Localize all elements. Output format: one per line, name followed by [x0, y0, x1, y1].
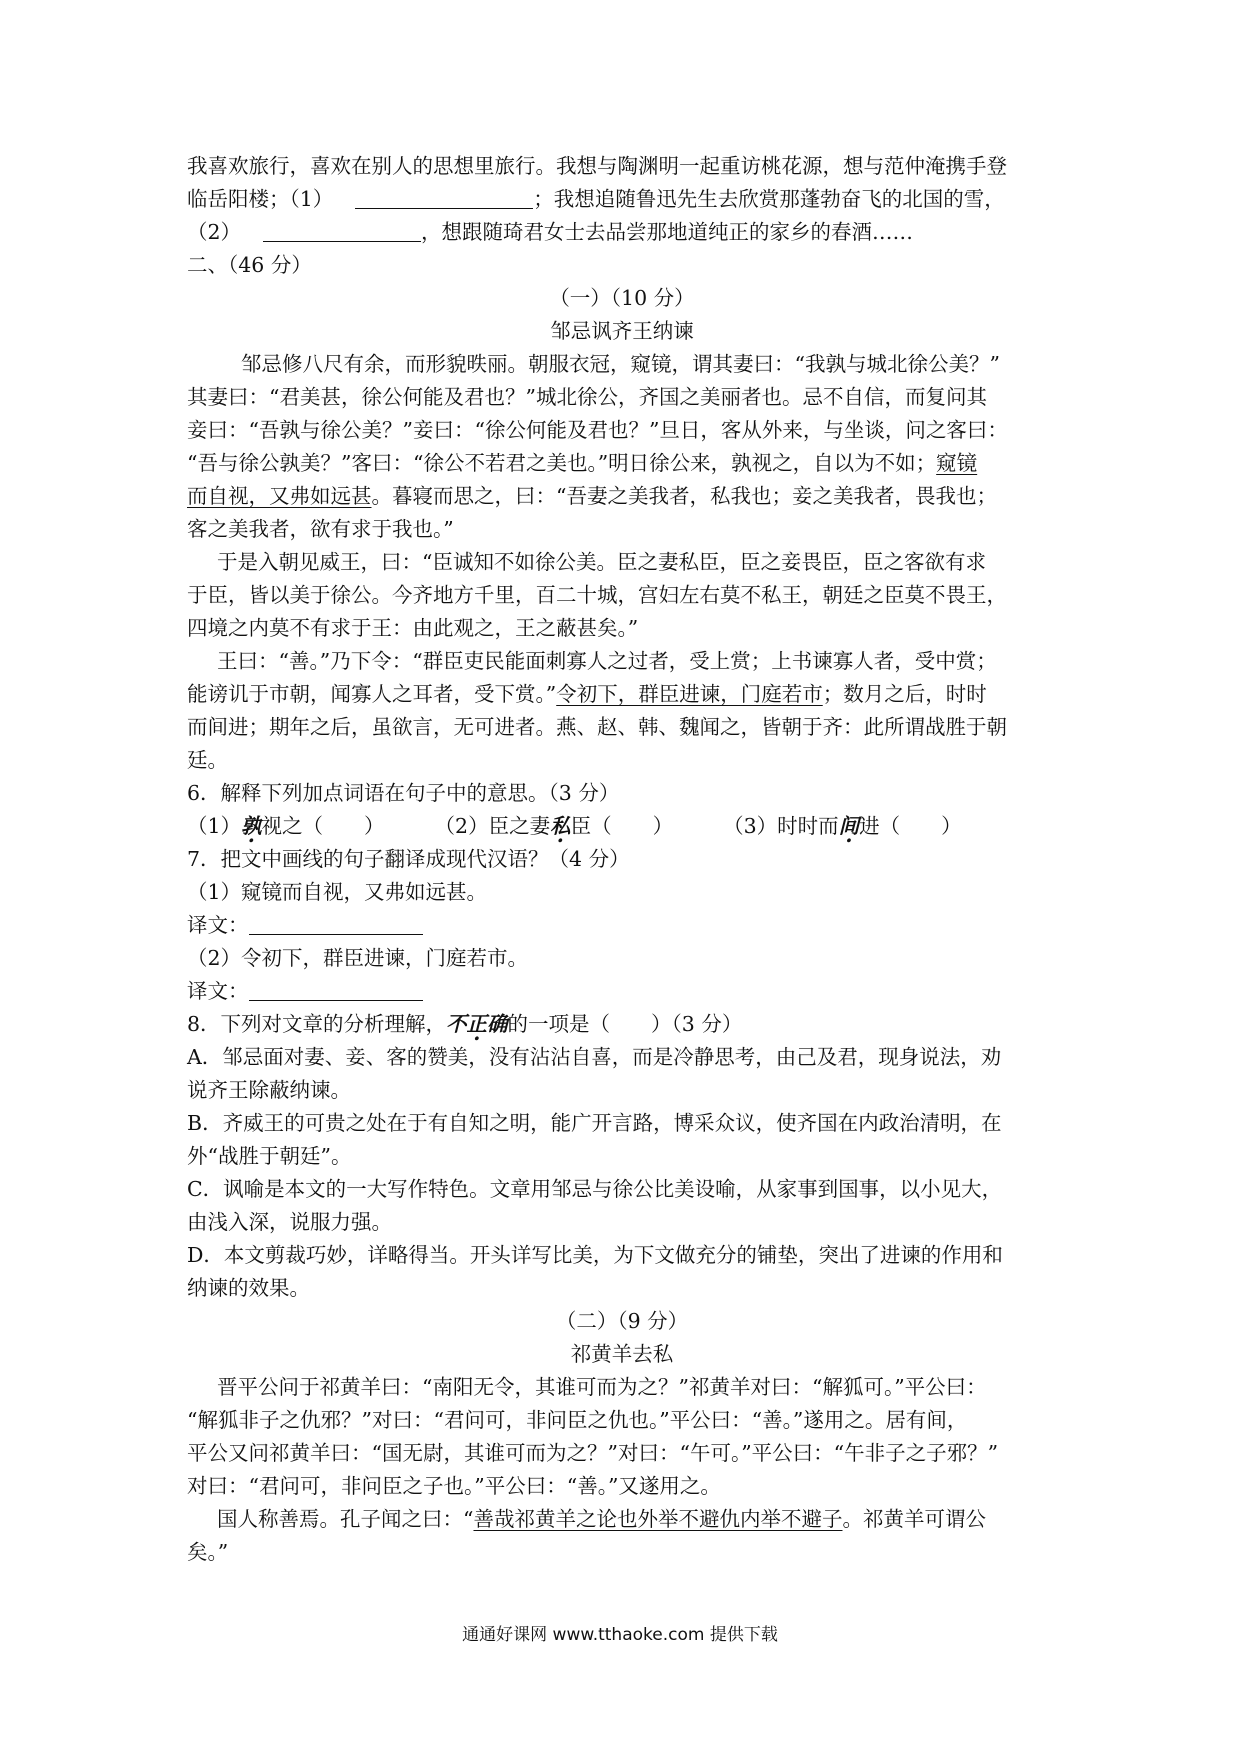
dotted-word: 私: [550, 814, 571, 838]
underlined-sentence: 而自视，又弗如远甚: [187, 484, 372, 508]
intro-line-2: [187, 183, 1057, 216]
intro-text: ；我想追随鲁迅先生去欣赏那蓬勃奋飞的北国的雪，: [533, 187, 1005, 211]
option-a[interactable]: A．邹忌面对妻、妾、客的赞美，没有沾沾自喜，而是冷静思考，由己及君，现身说法，劝: [187, 1045, 1002, 1069]
question-6-items: [187, 810, 1057, 843]
passage1-line: 四境之内莫不有求于王：由此观之，王之蔽甚矣。”: [187, 616, 639, 640]
section-heading: 二、（46 分）: [187, 253, 312, 277]
passage-text: 。暮寝而思之，曰：“吾妻之美我者，私我也；妾之美我者，畏我也；: [371, 484, 997, 508]
passage1-line: 王曰：“善。”乃下令：“群臣吏民能面刺寡人之过者，受上赏；上书谏寡人者，受中赏；: [217, 649, 997, 673]
passage1-line: 客之美我者，欲有求于我也。”: [187, 517, 454, 541]
passage1-line: 邹忌修八尺有余，而形貌昳丽。朝服衣冠，窥镜，谓其妻曰：“我孰与城北徐公美？”: [241, 352, 1000, 376]
q6-item-3-blank[interactable]: 进（ ）: [859, 814, 962, 838]
intro-text: （2）: [187, 220, 242, 244]
passage1-line: 妾曰：“吾孰与徐公美？”妾曰：“徐公何能及君也？”旦日，客从外来，与坐谈，问之客曰：: [187, 418, 1008, 442]
q6-item-3-label: （3）时时而: [723, 814, 839, 838]
option-b-cont: 外“战胜于朝廷”。: [187, 1144, 352, 1168]
question-6-stem: 6．解释下列加点词语在句子中的意思。（3 分）: [187, 781, 620, 805]
intro-text: 我喜欢旅行，喜欢在别人的思想里旅行。我想与陶渊明一起重访桃花源，想与范仲淹携手登: [187, 154, 1007, 178]
underlined-sentence: 令初下，群臣进谏，门庭若市: [556, 682, 823, 706]
passage1-line: [187, 447, 1057, 480]
passage-text: 能谤讥于市朝，闻寡人之耳者，受下赏。”: [187, 682, 557, 706]
part2-title: 祁黄羊去私: [570, 1342, 674, 1366]
option-c[interactable]: C．讽喻是本文的一大写作特色。文章用邹忌与徐公比美设喻，从家事到国事，以小见大，: [187, 1177, 1003, 1201]
passage2-line: 平公又问祁黄羊曰：“国无尉，其谁可而为之？”对曰：“午可。”平公曰：“午非子之子邪？”: [187, 1441, 999, 1465]
option-c-cont: 由浅入深，说服力强。: [187, 1210, 392, 1234]
passage1-line: 于是入朝见威王，曰：“臣诚知不如徐公美。臣之妻私臣，臣之妾畏臣，臣之客欲有求: [217, 550, 986, 574]
intro-text: 临岳阳楼；（1）: [187, 187, 334, 211]
part1-heading: （一）（10 分）: [549, 286, 695, 310]
intro-text: ，想跟随琦君女士去品尝那地道纯正的家乡的春酒……: [421, 220, 914, 244]
passage1-line: 其妻曰：“君美甚，徐公何能及君也？”城北徐公，齐国之美丽者也。忌不自信，而复问其: [187, 385, 987, 409]
q8-stem-text: 8．下列对文章的分析理解，: [187, 1012, 447, 1036]
answer-blank-2[interactable]: [263, 219, 421, 242]
question-7-sentence-1: （1）窥镜而自视，又弗如远甚。: [187, 880, 488, 904]
exam-page: [187, 150, 1057, 1569]
dotted-word: 间: [838, 814, 860, 838]
translation-row-2: [187, 975, 1057, 1008]
question-7-stem: 7．把文中画线的句子翻译成现代汉语？（4 分）: [187, 847, 630, 871]
option-a-cont: 说齐王除蔽纳谏。: [187, 1078, 351, 1102]
passage2-line: [187, 1503, 1057, 1536]
question-7-sentence-2: （2）令初下，群臣进谏，门庭若市。: [187, 946, 529, 970]
underlined-sentence: 善哉祁黄羊之论也外举不避仇内举不避子: [473, 1507, 843, 1531]
part1-title: 邹忌讽齐王纳谏: [550, 319, 694, 343]
option-d[interactable]: D．本文剪裁巧妙，详略得当。开头详写比美，为下文做充分的铺垫，突出了进谏的作用和: [187, 1243, 1003, 1267]
translation-label: 译文：: [187, 913, 249, 937]
option-b[interactable]: B．齐威王的可贵之处在于有自知之明，能广开言路，博采众议，使齐国在内政治清明，在: [187, 1111, 1002, 1135]
translation-blank-2[interactable]: [249, 978, 423, 1001]
underlined-sentence: 窥镜: [936, 451, 978, 475]
q6-item-2-blank[interactable]: 臣（ ）: [570, 814, 674, 838]
passage1-line: 于臣，皆以美于徐公。今齐地方千里，百二十城，宫妇左右莫不私王，朝廷之臣莫不畏王，: [187, 583, 1007, 607]
passage-text: ；数月之后，时时: [822, 682, 987, 706]
passage1-line: 廷。: [187, 748, 228, 772]
passage2-line: 晋平公问于祁黄羊曰：“南阳无令，其谁可而为之？”祁黄羊对曰：“解狐可。”平公曰：: [217, 1375, 987, 1399]
footer-source: 通通好课网 www.tthaoke.com 提供下载: [462, 1625, 778, 1645]
passage-text: 。祁黄羊可谓公: [842, 1507, 986, 1531]
passage1-line: [187, 480, 1057, 513]
translation-row-1: [187, 909, 1057, 942]
option-d-cont: 纳谏的效果。: [187, 1276, 310, 1300]
dotted-word: 孰: [241, 814, 262, 838]
passage1-line: [187, 678, 1057, 711]
question-8-stem: [187, 1008, 1057, 1041]
translation-label: 译文：: [187, 979, 249, 1003]
intro-line-3: [187, 216, 1057, 249]
passage2-line: 对曰：“君问可，非问臣之子也。”平公曰：“善。”又遂用之。: [187, 1474, 721, 1498]
translation-blank-1[interactable]: [249, 912, 423, 935]
passage2-line: “解狐非子之仇邪？”对曰：“君问可，非问臣之仇也。”平公曰：“善。”遂用之。居有间，: [187, 1408, 968, 1432]
dotted-word: 不正确: [446, 1012, 508, 1036]
q8-stem-text: 的一项是（ ）（3 分）: [507, 1012, 743, 1036]
q6-item-1-label: （1）: [187, 814, 242, 838]
passage2-line: 矣。”: [187, 1540, 229, 1564]
passage1-line: 而间进；期年之后，虽欲言，无可进者。燕、赵、韩、魏闻之，皆朝于齐：此所谓战胜于朝: [187, 715, 1007, 739]
q6-item-1-blank[interactable]: 视之（ ）: [261, 814, 385, 838]
q6-item-2-label: （2）臣之妻: [434, 814, 551, 838]
part2-heading: （二）（9 分）: [555, 1309, 689, 1333]
passage-text: 国人称善焉。孔子闻之曰：“: [217, 1507, 474, 1531]
answer-blank-1[interactable]: [355, 186, 533, 209]
intro-line-1: [187, 150, 1057, 183]
passage-text: “吾与徐公孰美？”客曰：“徐公不若君之美也。”明日徐公来，孰视之，自以为不如；: [187, 451, 937, 475]
